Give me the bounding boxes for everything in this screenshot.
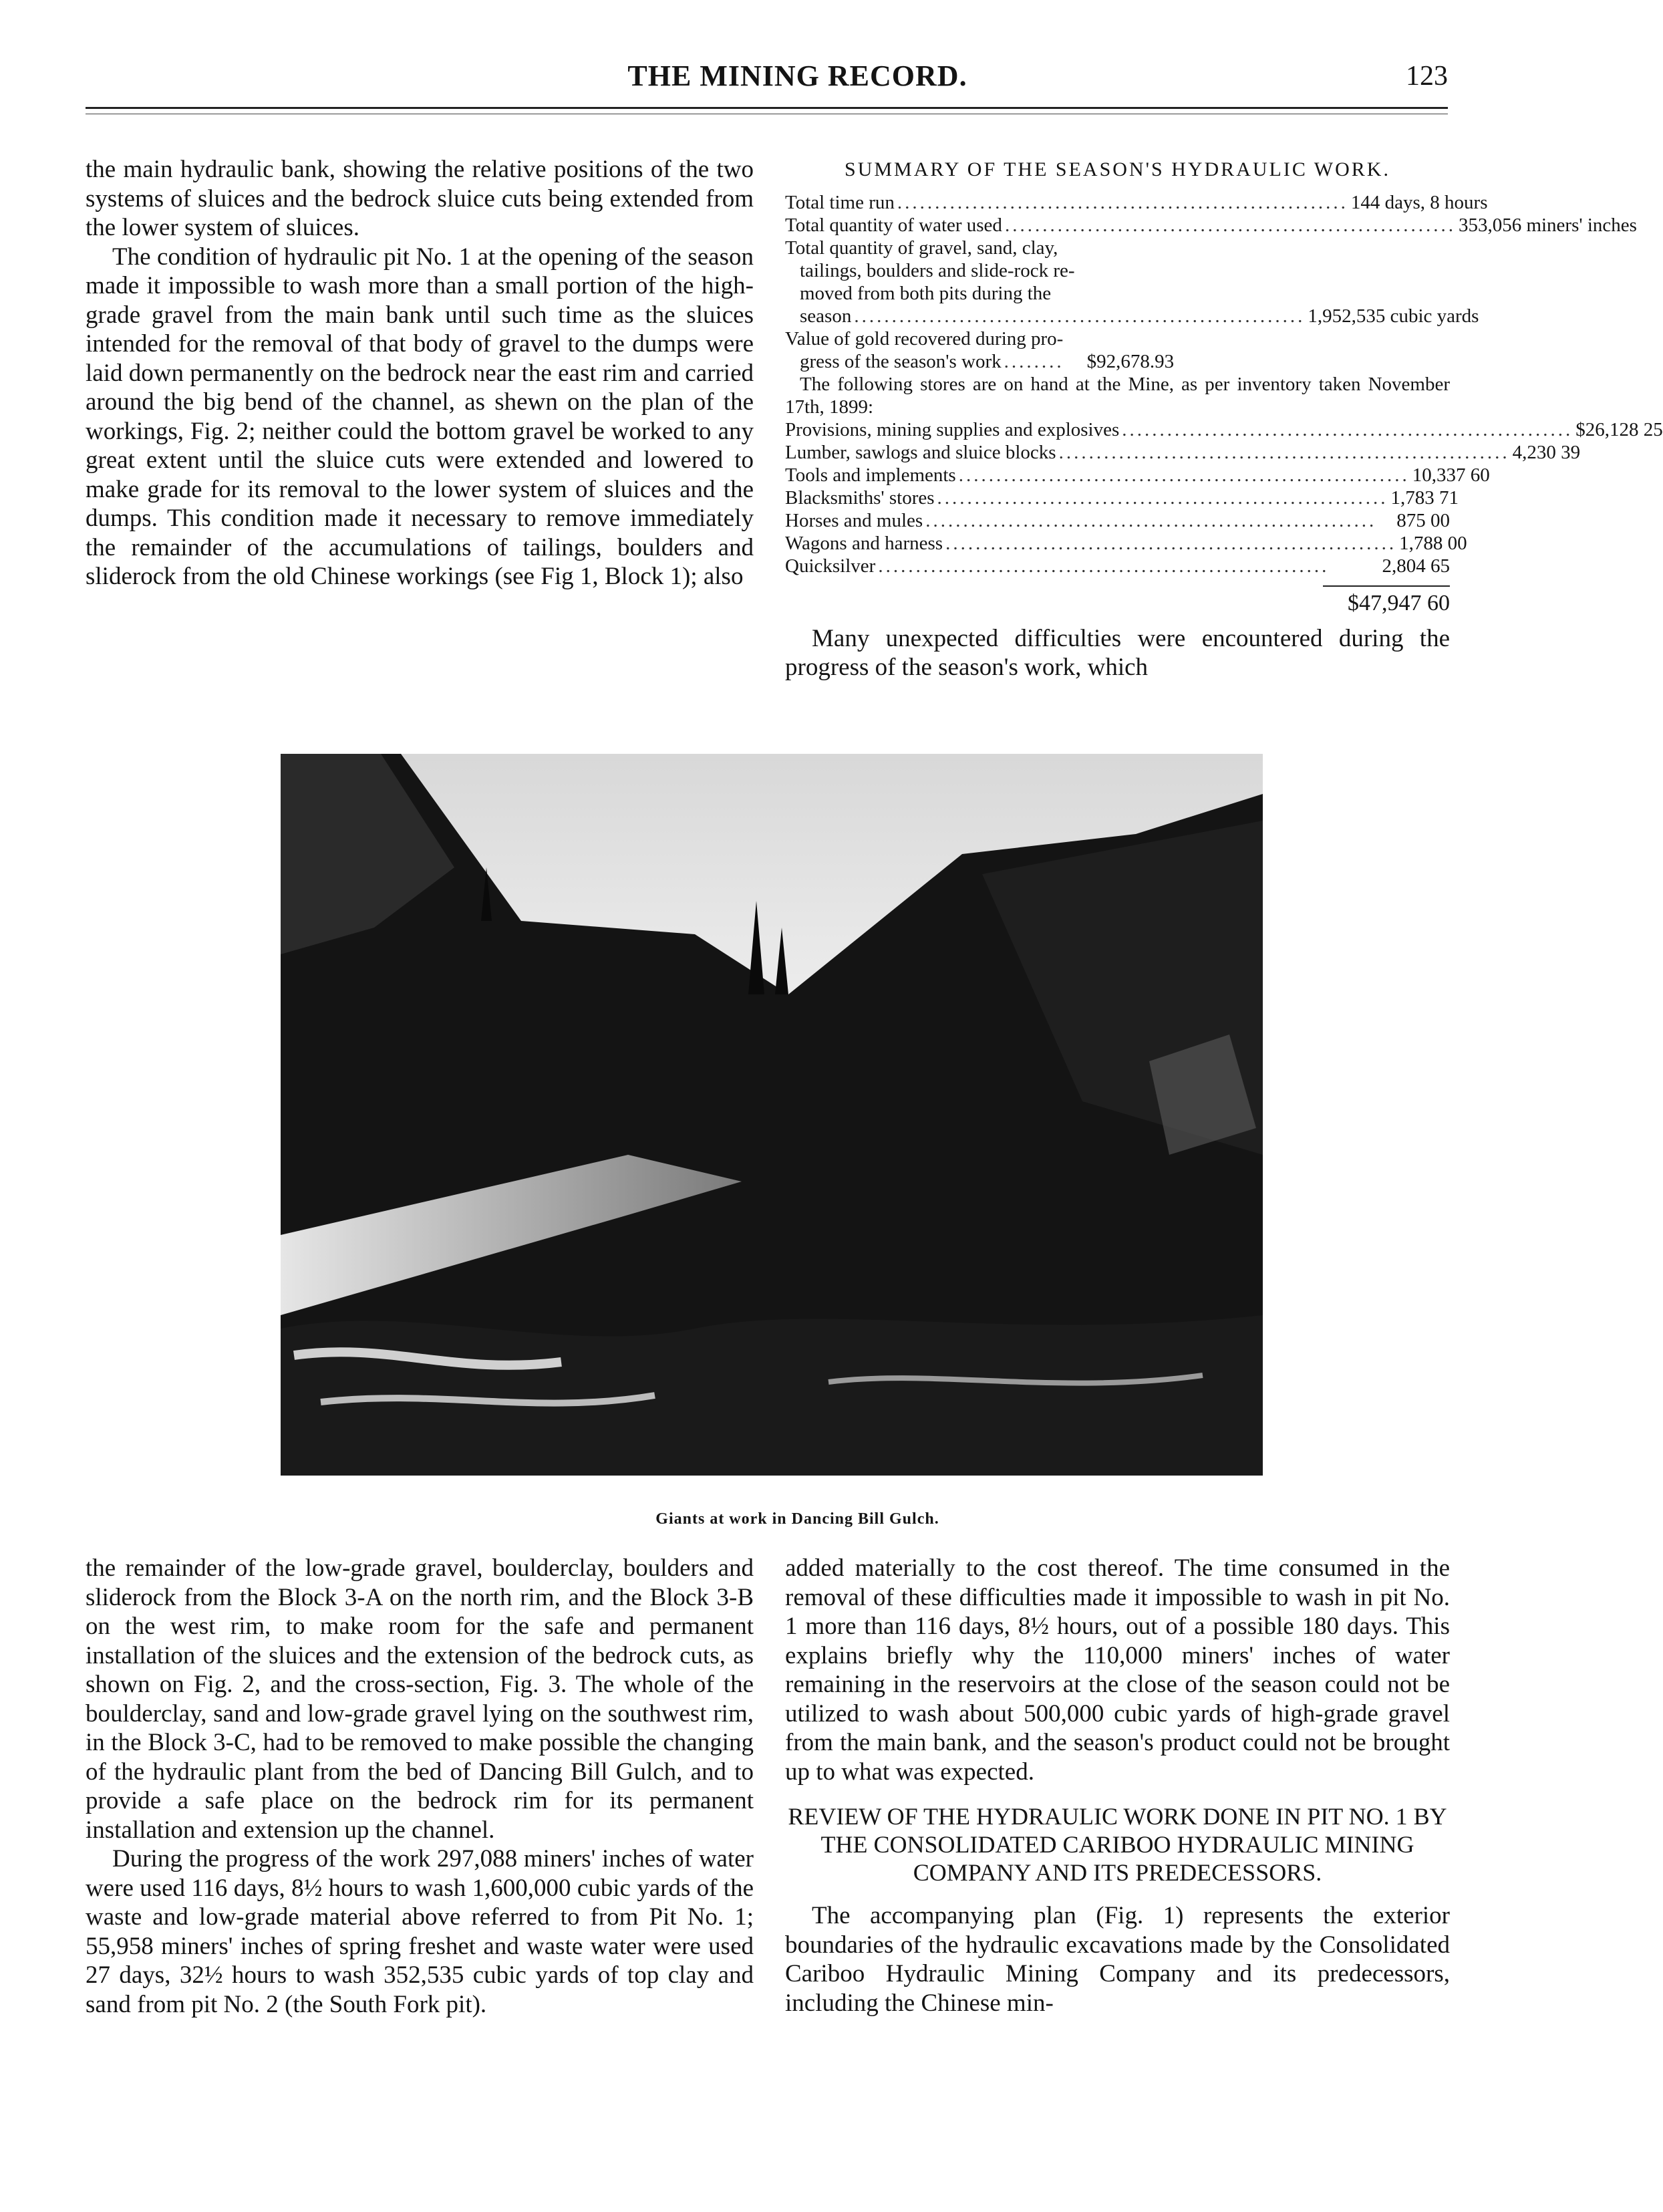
- leader-dots: ............................................................: [958, 464, 1410, 486]
- paragraph: During the progress of the work 297,088 miners' inches of water were used 116 days, 8½ hours to wash 1,600,000 cubic yards of the waste and low-grade material above referred to from Pit No. 1; 55,958 miners' inches of spring freshet and waste water were used 27 days, 32½ hours to wash 352,535 cubic yards of top clay and sand from pit No. 2 (the South Fork pit).: [86, 1845, 754, 2018]
- leader-dots: ........: [1004, 350, 1064, 372]
- ledger-value: 10,337 60: [1412, 464, 1490, 486]
- leader-dots: ............................................................: [1058, 441, 1510, 463]
- ledger-row: [785, 509, 1450, 532]
- total-rule: [1323, 585, 1450, 587]
- ledger-label: Quicksilver: [785, 555, 876, 577]
- ledger-value: $26,128 25: [1575, 418, 1663, 440]
- paragraph: the main hydraulic bank, showing the relative positions of the two systems of sluices and the bedrock sluice cuts being extended from the lower system of sluices.: [86, 156, 754, 241]
- running-header: [0, 59, 1595, 106]
- ledger-row: [785, 350, 1450, 373]
- stores-note: The following stores are on hand at the Mine, as per inventory taken November 17th, 1899:: [785, 373, 1450, 418]
- ledger-row: [785, 555, 1450, 577]
- leader-dots: ............................................................: [897, 191, 1348, 213]
- paragraph: The accompanying plan (Fig. 1) represents the exterior boundaries of the hydraulic excavations made by the Consolidated Cariboo Hydraulic Mining Company and its predecessors, including the Chinese min-: [785, 1902, 1450, 2017]
- right-column-bottom: [785, 1554, 1450, 2018]
- ledger-row: [785, 191, 1488, 214]
- ledger-value: 1,952,535 cubic yards: [1308, 305, 1479, 327]
- summary-heading: SUMMARY OF THE SEASON'S HYDRAULIC WORK.: [845, 158, 1390, 180]
- ledger-label: Tools and implements: [785, 464, 956, 486]
- ledger-label-line: Total quantity of gravel, sand, clay,: [785, 237, 1058, 259]
- ledger-label: Total time run: [785, 191, 895, 213]
- ledger-row: [785, 418, 1663, 441]
- ledger-row: [785, 441, 1581, 464]
- left-column-bottom: [86, 1554, 754, 2019]
- ledger-value: 1,788 00: [1399, 532, 1467, 554]
- ledger-row: [785, 464, 1490, 487]
- right-column-top: [785, 155, 1663, 682]
- photo-caption: Giants at work in Dancing Bill Gulch.: [655, 1510, 939, 1528]
- ledger-value: 875 00: [1396, 509, 1450, 531]
- paragraph: added materially to the cost thereof. The time consumed in the removal of these difficulties made it impossible to wash in pit No. 1 more than 116 days, 8½ hours, out of a possible 180 days. This explains briefly why the 110,000 miners' inches of water remaining in the reservoirs at the close of the season could not be utilized to wash about 500,000 cubic yards of high-grade gravel from the main bank, and the season's product could not be brought up to what was expected.: [785, 1554, 1450, 1786]
- ledger-label: Lumber, sawlogs and sluice blocks: [785, 441, 1056, 463]
- paragraph: the remainder of the low-grade gravel, boulderclay, boulders and sliderock from the Block 3-A on the north rim, and the Block 3-B on the west rim, to make room for the safe and permanent installation of the sluices and the extension of the bedrock cuts, as shown on Fig. 2, and the cross-section, Fig. 3. The whole of the boulderclay, sand and low-grade gravel lying on the southwest rim, in the Block 3-C, had to be removed to make possible the changing of the hydraulic plant from the bed of Dancing Bill Gulch, and to provide a safe place on the bedrock rim for its permanent installation and extension up the channel.: [86, 1554, 754, 1844]
- gulch-photograph: [281, 754, 1263, 1476]
- ledger-value: 2,804 65: [1382, 555, 1450, 577]
- leader-dots: ............................................................: [937, 487, 1388, 509]
- leader-dots: ............................................................: [925, 509, 1377, 531]
- leader-dots: ............................................................: [1122, 418, 1573, 440]
- ledger-value: 144 days, 8 hours: [1350, 191, 1488, 213]
- section-heading: REVIEW OF THE HYDRAULIC WORK DONE IN PIT NO. 1 BY THE CONSOLIDATED CARIBOO HYDRAULIC MINING COMPANY AND ITS PREDECESSORS.: [788, 1803, 1447, 1886]
- ledger-label: season: [800, 305, 852, 327]
- ledger-label: Provisions, mining supplies and explosives: [785, 418, 1120, 440]
- stores-total: $47,947 60: [1348, 590, 1450, 615]
- page-number: 123: [1406, 61, 1448, 92]
- ledger-row: [785, 305, 1479, 327]
- ledger-label: Wagons and harness: [785, 532, 943, 554]
- leader-dots: ............................................................: [945, 532, 1397, 554]
- header-rule: [86, 107, 1448, 109]
- leader-dots: ............................................................: [854, 305, 1306, 327]
- ledger-row: [785, 532, 1467, 555]
- ledger-label: Blacksmiths' stores: [785, 487, 935, 509]
- ledger-value: $92,678.93: [1086, 350, 1175, 372]
- paragraph: The condition of hydraulic pit No. 1 at the opening of the season made it impossible to wash more than a small portion of the high-grade gravel from the main bank until such time as the sluices intended for the removal of that body of gravel to the dumps were laid down permanently on the bedrock near the east rim and carried around the big bend of the channel, as shewn on the plan of the workings, Fig. 2; neither could the bottom gravel be worked to any great extent until the sluice cuts were extended and lowered to make grade for its removal to the lower system of sluices and the dumps. This condition made it necessary to remove immediately the remainder of the accumulations of tailings, boulders and sliderock from the old Chinese workings (see Fig 1, Block 1); also: [86, 243, 754, 590]
- ledger-value: 353,056 miners' inches: [1458, 214, 1637, 236]
- ledger-value: 4,230 39: [1512, 441, 1581, 463]
- leader-dots: ............................................................: [1004, 214, 1456, 236]
- ledger-row: [785, 487, 1459, 509]
- left-column-top: [86, 155, 754, 591]
- ledger-label: Horses and mules: [785, 509, 923, 531]
- ledger-label-line: Value of gold recovered during pro-: [785, 327, 1064, 350]
- journal-title: THE MINING RECORD.: [627, 59, 967, 92]
- ledger-label: gress of the season's work: [800, 350, 1002, 372]
- ledger-label-line: moved from both pits during the: [800, 282, 1052, 304]
- ledger-value: 1,783 71: [1390, 487, 1459, 509]
- ledger-label-line: tailings, boulders and slide-rock re-: [800, 259, 1075, 281]
- summary-ledger: [785, 191, 1663, 615]
- ledger-label: Total quantity of water used: [785, 214, 1002, 236]
- paragraph: Many unexpected difficulties were encountered during the progress of the season's work, which: [785, 624, 1450, 681]
- ledger-row: [785, 214, 1637, 237]
- leader-dots: ............................................................: [878, 555, 1330, 577]
